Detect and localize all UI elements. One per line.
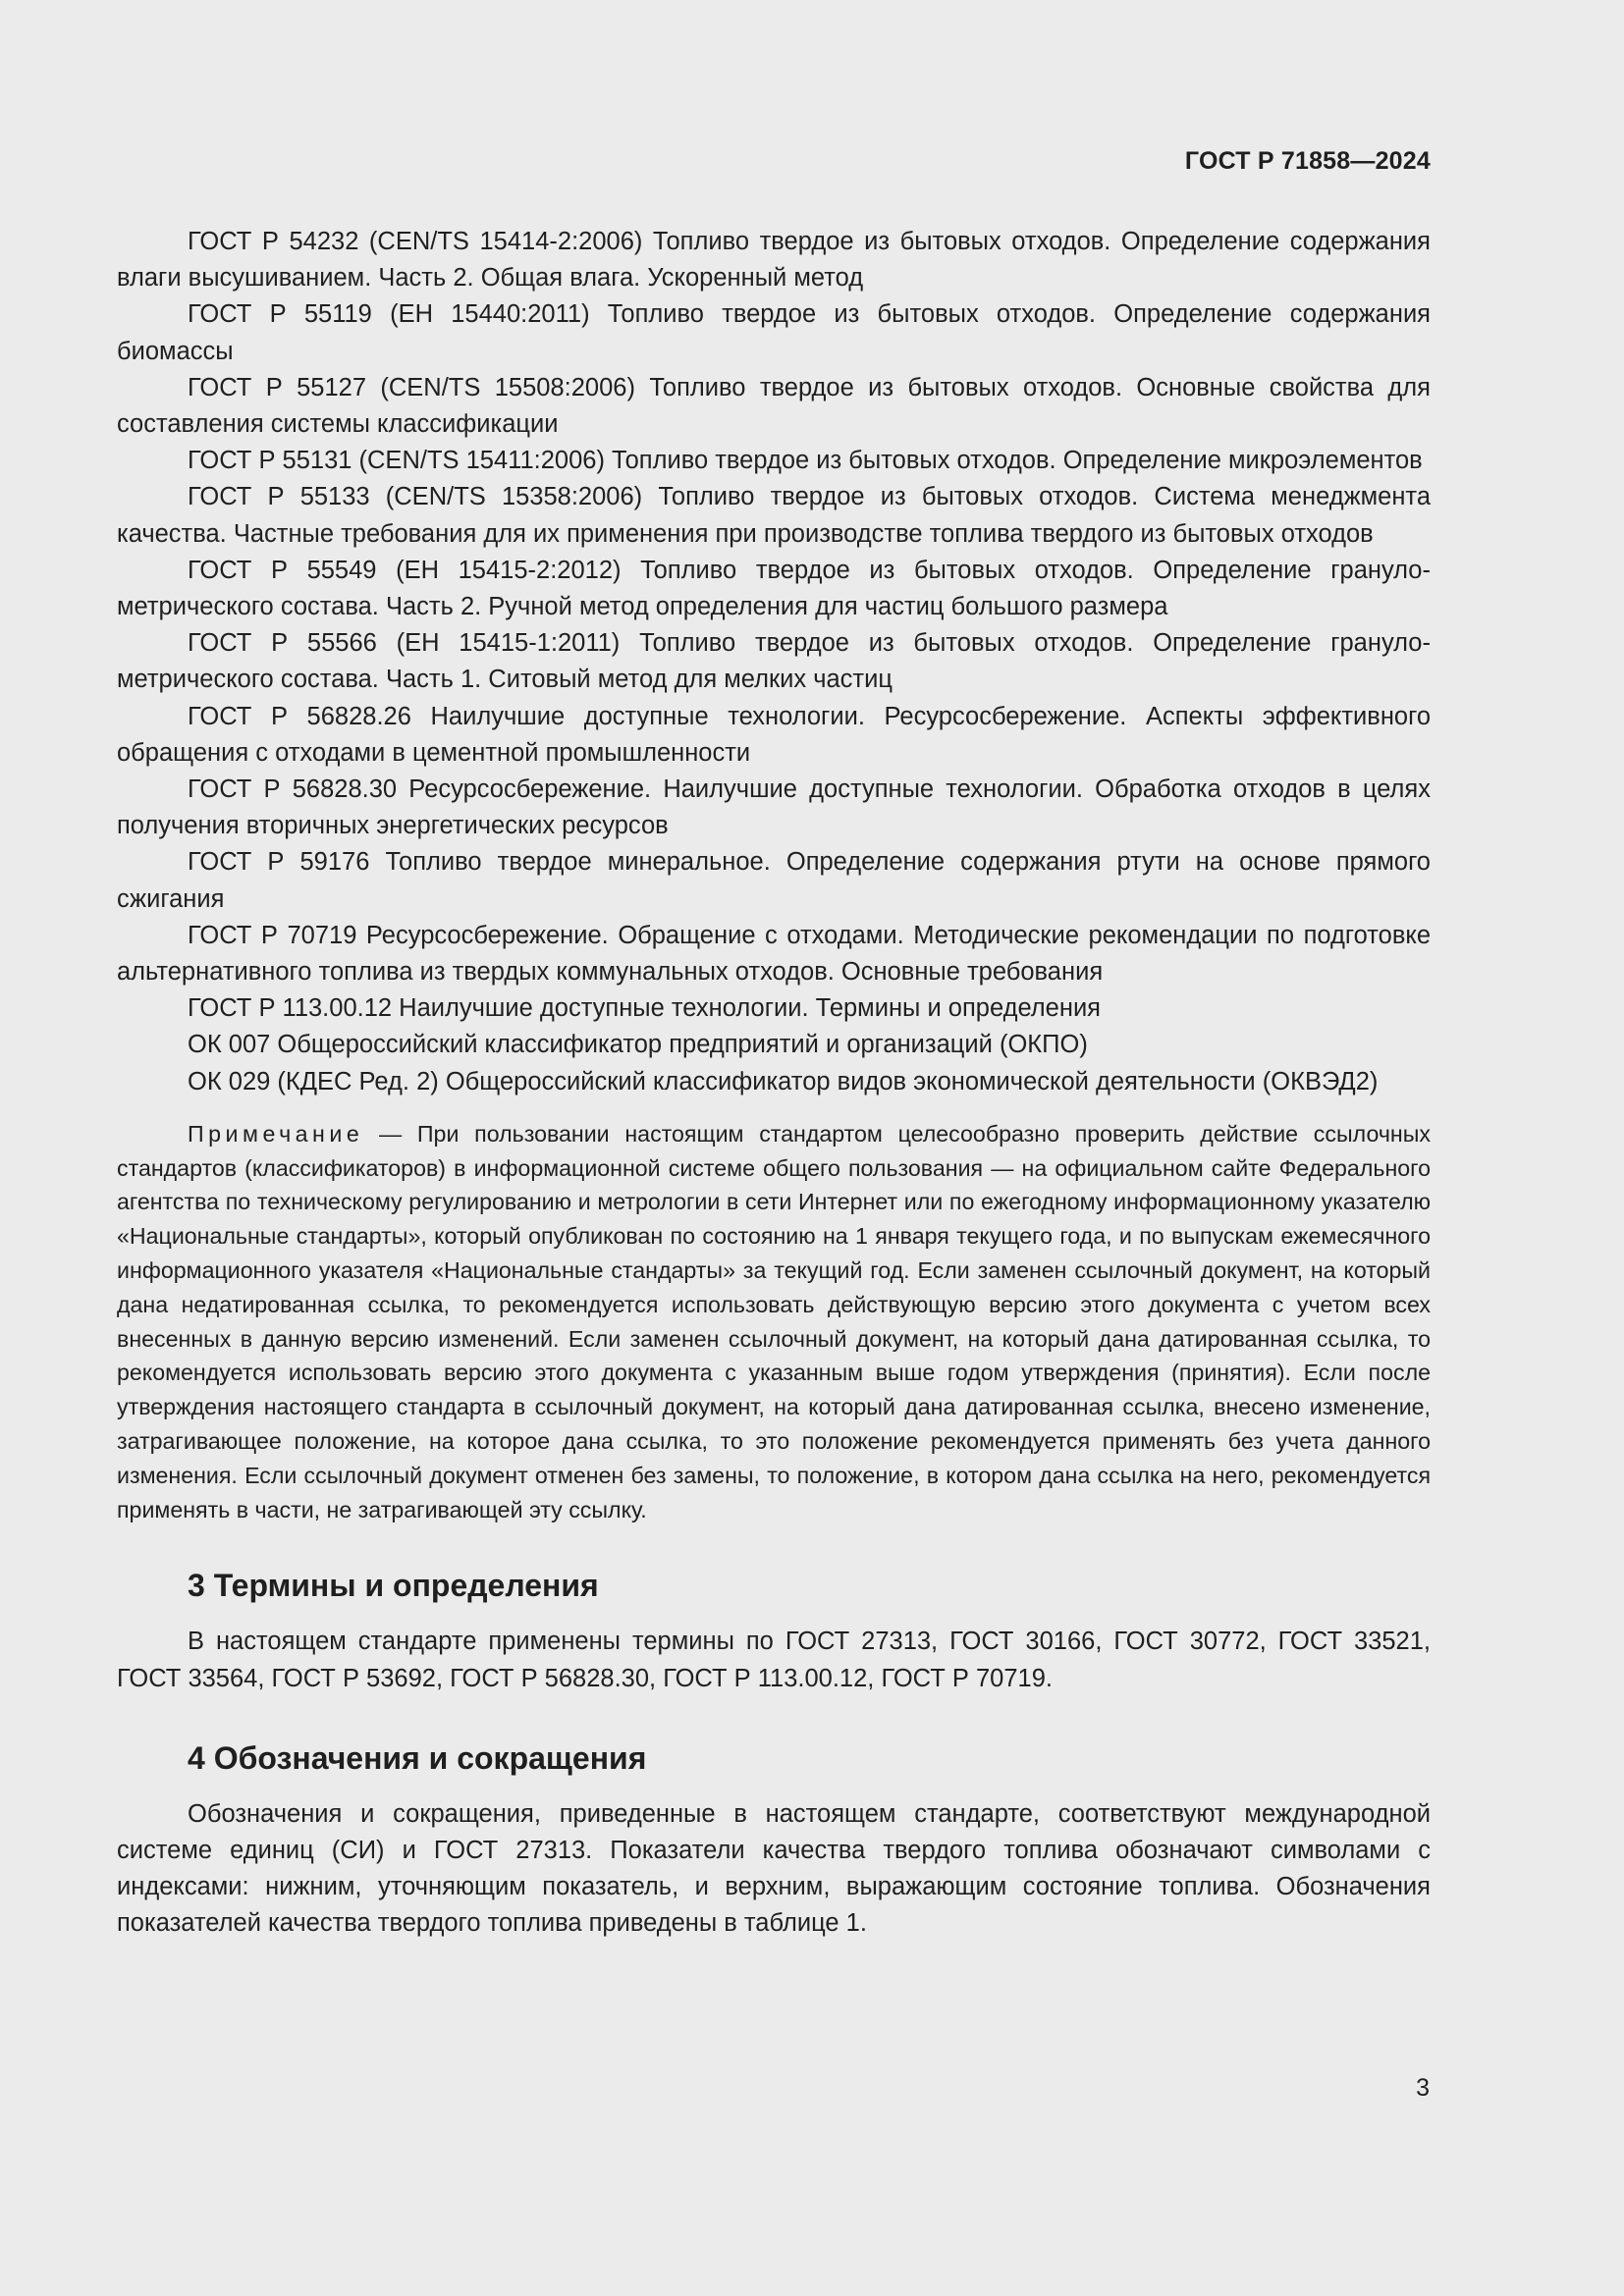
note-label: Примечание bbox=[188, 1120, 364, 1147]
reference-item: ГОСТ Р 55549 (ЕН 15415-2:2012) Топливо твердое из бытовых отходов. Определение гранулометрического состава. Часть 2. Ручной метод определения для частиц большого размера bbox=[117, 556, 1431, 621]
document-code-header: ГОСТ Р 71858—2024 bbox=[1184, 147, 1431, 175]
reference-item: ГОСТ Р 56828.26 Наилучшие доступные технологии. Ресурсосбережение. Аспекты эффективного обращения с отходами в цементной промышленности bbox=[117, 702, 1431, 767]
reference-item: ГОСТ Р 56828.30 Ресурсосбережение. Наилучшие доступные технологии. Обработка отходов в целях получения вторичных энергетических ресурсов bbox=[117, 775, 1431, 840]
section-3-text: В настоящем стандарте применены термины по ГОСТ 27313, ГОСТ 30166, ГОСТ 30772, ГОСТ 33521, ГОСТ 33564, ГОСТ Р 53692, ГОСТ Р 56828.30, ГОСТ Р 113.00.12, ГОСТ Р 70719. bbox=[117, 1628, 1431, 1692]
reference-item: ГОСТ Р 55133 (CEN/TS 15358:2006) Топливо твердое из бытовых отходов. Система менеджмента качества. Частные требования для их применения при производстве топлива твердого из бытовых отходов bbox=[117, 483, 1431, 548]
page-number: 3 bbox=[1416, 2074, 1430, 2102]
reference-item: ГОСТ Р 59176 Топливо твердое минеральное. Определение содержания ртути на основе прямого сжигания bbox=[117, 848, 1431, 913]
note-paragraph bbox=[117, 1117, 1431, 1527]
normative-references-list bbox=[117, 224, 1431, 1100]
page-content bbox=[117, 224, 1431, 1943]
reference-item: ОК 029 (КДЕС Ред. 2) Общероссийский классификатор видов экономической деятельности (ОКВЭД2) bbox=[188, 1067, 1379, 1095]
section-4-text: Обозначения и сокращения, приведенные в настоящем стандарте, соответствуют международной системе единиц (СИ) и ГОСТ 27313. Показатели качества твердого топлива обозначают символами с индексами: нижним, уточняющим показатель, и верхним, выражающим состояние топлива. Обозначения показателей качества твердого топлива приведены в таблице 1. bbox=[117, 1799, 1431, 1938]
reference-item: ГОСТ Р 55566 (ЕН 15415-1:2011) Топливо твердое из бытовых отходов. Определение гранулометрического состава. Часть 1. Ситовый метод для мелких частиц bbox=[117, 629, 1431, 694]
reference-item: ОК 007 Общероссийский классификатор предприятий и организаций (ОКПО) bbox=[188, 1031, 1088, 1059]
note-text: — При пользовании настоящим стандартом целесообразно проверить действие ссылочных стандартов (классификаторов) в информационной системе общего пользования — на официальном сайте Федерального агентства по техническому регулированию и метрологии в сети Интернет или по ежегодному информационному указателю «Национальные стандарты», который опубликован по состоянию на 1 января текущего года, и по выпускам ежемесячного информационного указателя «Национальные стандарты» за текущий год. Если заменен ссылочный документ, на который дана недатированная ссылка, то рекомендуется использовать действующую версию этого документа с учетом всех внесенных в данную версию изменений. Если заменен ссылочный документ, на который дана датированная ссылка, то рекомендуется использовать версию этого документа с указанным выше годом утверждения (принятия). Если после утверждения настоящего стандарта в ссылочный документ, на который дана датированная ссылка, внесено изменение, затрагивающее положение, на которое дана ссылка, то это положение рекомендуется применять без учета данного изменения. Если ссылочный документ отменен без замены, то положение, в котором дана ссылка на него, рекомендуется применять в части, не затрагивающей эту ссылку. bbox=[117, 1120, 1431, 1522]
section-3-heading: 3 Термины и определения bbox=[188, 1568, 599, 1604]
reference-item: ГОСТ Р 70719 Ресурсосбережение. Обращение с отходами. Методические рекомендации по подготовке альтернативного топлива из твердых коммунальных отходов. Основные требования bbox=[117, 921, 1431, 987]
reference-item: ГОСТ Р 55127 (CEN/TS 15508:2006) Топливо твердое из бытовых отходов. Основные свойства для составления системы классификации bbox=[117, 373, 1431, 439]
reference-item: ГОСТ Р 55119 (ЕН 15440:2011) Топливо твердое из бытовых отходов. Определение содержания биомассы bbox=[117, 300, 1431, 365]
section-4-heading: 4 Обозначения и сокращения bbox=[188, 1739, 647, 1776]
reference-item: ГОСТ Р 55131 (CEN/TS 15411:2006) Топливо твердое из бытовых отходов. Определение микроэлементов bbox=[188, 447, 1423, 475]
reference-item: ГОСТ Р 113.00.12 Наилучшие доступные технологии. Термины и определения bbox=[188, 994, 1101, 1023]
reference-item: ГОСТ Р 54232 (CEN/TS 15414-2:2006) Топливо твердое из бытовых отходов. Определение содержания влаги высушиванием. Часть 2. Общая влага. Ускоренный метод bbox=[117, 228, 1431, 293]
